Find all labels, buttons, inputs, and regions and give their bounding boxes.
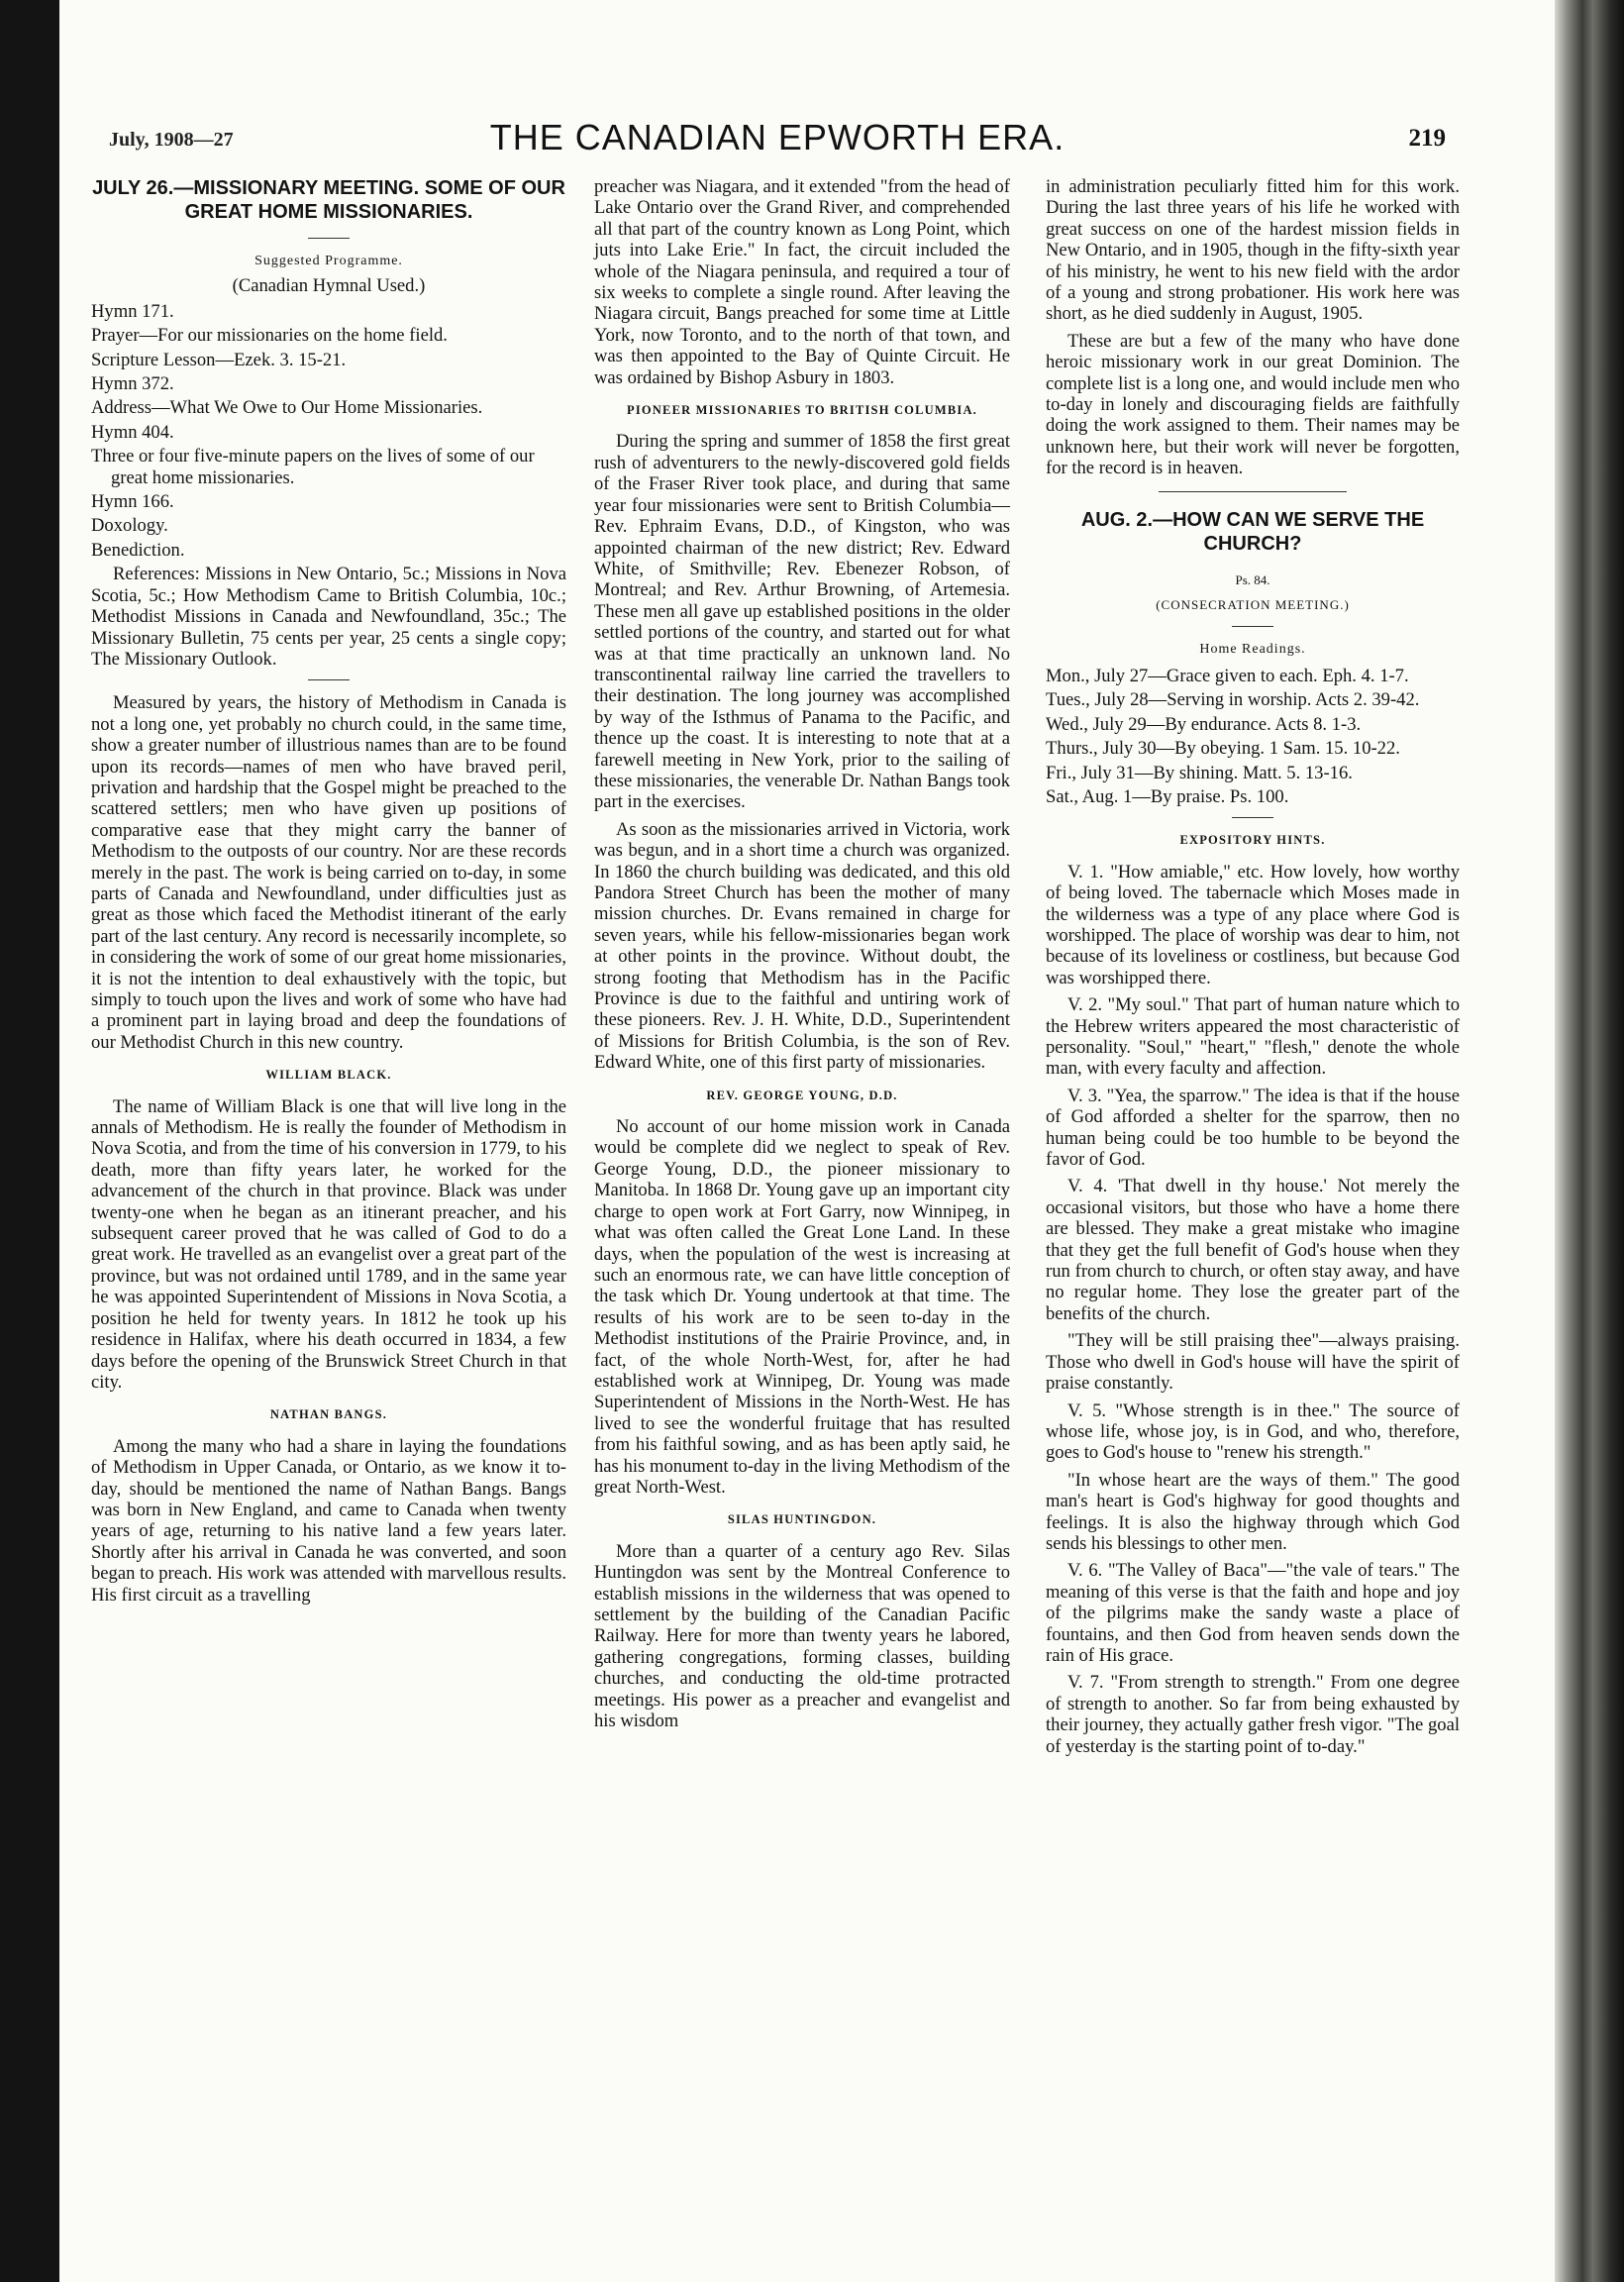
divider (1232, 817, 1273, 818)
british-columbia-paragraph-2: As soon as the missionaries arrived in Victoria, work was begun, and in a short time a church was organized. In 1860 the church building was dedicated, and this old Pandora Street Church has been the mother of many mission churches. Dr. Evans remained in charge for seven years, while his fellow-missionaries began work at other points in the province. Without doubt, the strong footing that Methodism has in the Pacific Province is due to the faithful and untiring work of these pioneers. Rev. J. H. White, D.D., Superintendent of Missions for British Columbia, is the son of Rev. Edward White, one of this first party of missionaries. (594, 818, 1010, 1074)
hint-paragraph: "They will be still praising thee"—always praising. Those who dwell in God's house will have the spirit of praise constantly. (1046, 1330, 1460, 1395)
issue-date: July, 1908—27 (109, 129, 234, 151)
william-black-paragraph: The name of William Black is one that will live long in the annals of Methodism. He is really the founder of Methodism in Nova Scotia, and from the time of his conversion in 1779, to his death, more than fifty years later, he worked for the advancement of the church in that province. Black was under twenty-one when he began as an itinerant preacher, and his subsequent career proved that he was called of God to do a great work. He travelled as an evangelist over a great part of the province, but was not ordained until 1789, and in the same year he was appointed Superintendent of Missions in Nova Scotia, a position he held for twenty years. In 1812 he took up his residence in Halifax, where his death occurred in 1834, a few days before the opening of the Brunswick Street Church in that city. (91, 1095, 566, 1393)
home-readings-label: Home Readings. (1199, 641, 1306, 657)
programme-label: Suggested Programme. (254, 254, 403, 268)
psalm-reference: Ps. 84. (1235, 571, 1270, 587)
section-heading-aug-2: AUG. 2.—HOW CAN WE SERVE THE CHURCH? (1080, 508, 1425, 555)
silas-huntingdon-paragraph: More than a quarter of a century ago Rev. Silas Huntingdon was sent by the Montreal Conference to establish missions in the wilderness that was opened to settlement by the building of the Canadian Pacific Railway. Here for more than twenty years he labored, gathering congregations, forming classes, building churches, and conducting the old-time protracted meetings. His power as a preacher and evangelist and his wisdom (594, 1540, 1010, 1732)
subheading-silas-huntingdon: SILAS HUNTINGDON. (727, 1512, 877, 1527)
programme-item: Doxology. (91, 515, 168, 537)
meeting-type: (CONSECRATION MEETING.) (1156, 597, 1350, 613)
reading-item: Tues., July 28—Serving in worship. Acts 2. 39-42. (1046, 689, 1420, 711)
british-columbia-paragraph-1: During the spring and summer of 1858 the first great rush of adventurers to the newly-discovered gold fields of the Fraser River took place, and during that same year four missionaries were sent to British Columbia—Rev. Ephraim Evans, D.D., of Kingston, who was appointed chairman of the new district; Rev. Edward White, of Smithville; Rev. Ebenezer Robson, of Montreal; and Rev. Arthur Browning, of Artemesia. These men all gave up established positions in the older settled portions of the country, and started out for what was at that time practically an unknown land. No transcontinental railway line carried the travellers to their destination. The long journey was accomplished by way of the Isthmus of Panama to the Pacific, and thence up the coast. It is interesting to note that at a farewell meeting in New York, prior to the sailing of these missionaries, the venerable Dr. Nathan Bangs took part in the exercises. (594, 431, 1010, 813)
reading-item: Sat., Aug. 1—By praise. Ps. 100. (1046, 785, 1289, 807)
programme-item: Benediction. (91, 539, 185, 561)
page-number: 219 (1408, 125, 1446, 152)
programme-item: Scripture Lesson—Ezek. 3. 15-21. (91, 349, 347, 370)
reading-item: Thurs., July 30—By obeying. 1 Sam. 15. 10-22. (1046, 738, 1400, 760)
reading-item: Wed., July 29—By endurance. Acts 8. 1-3. (1046, 713, 1362, 735)
hint-paragraph: V. 7. "From strength to strength." From one degree of strength to another. So far from being exhausted by their journey, they actually gather fresh vigor. "The goal of yesterday is the starting point of to-day." (1046, 1672, 1460, 1757)
subheading-nathan-bangs: NATHAN BANGS. (269, 1407, 388, 1422)
closing-paragraph: These are but a few of the many who have done heroic missionary work in our great Dominion. The complete list is a long one, and would include men who to-day in lonely and discouraging fields are faithfully doing the work assigned to them. Their names may be unknown here, but their work will never be forgotten, for the record is in heaven. (1046, 330, 1460, 479)
programme-list (91, 301, 566, 561)
programme-item: Address—What We Owe to Our Home Missionaries. (91, 397, 483, 419)
programme-item: Hymn 171. (91, 300, 174, 322)
reading-item: Mon., July 27—Grace given to each. Eph. 4. 1-7. (1046, 665, 1409, 686)
hint-paragraph: V. 3. "Yea, the sparrow." The idea is that if the house of God afforded a shelter for the sparrow, then no human being could be too humble to be beyond the favor of God. (1046, 1085, 1460, 1171)
subheading-british-columbia: PIONEER MISSIONARIES TO BRITISH COLUMBIA. (626, 403, 978, 418)
programme-item: Prayer—For our missionaries on the home field. (91, 325, 448, 347)
divider (308, 679, 350, 680)
page-header (109, 117, 1446, 166)
hint-paragraph: V. 6. "The Valley of Baca"—"the vale of tears." The meaning of this verse is that the faith and hope and joy of the pilgrims make the sandy waste a place of fountains, and then God from heaven sends down the rain of His grace. (1046, 1560, 1460, 1666)
expository-hints-label: EXPOSITORY HINTS. (1179, 833, 1326, 848)
column-3 (1046, 176, 1460, 1763)
column-1 (91, 176, 566, 1611)
hint-paragraph: V. 1. "How amiable," etc. How lovely, how worthy of being loved. The tabernacle which Moses made in the wilderness was a type of any place where God is worshipped. The place of worship was dear to him, not because of its loveliness or costliness, but because God was worshipped there. (1046, 861, 1460, 988)
programme-item: Three or four five-minute papers on the lives of some of our great home missionaries. (91, 446, 535, 488)
column-2 (594, 176, 1010, 1737)
publication-title: THE CANADIAN EPWORTH ERA. (489, 117, 1066, 157)
programme-item: Hymn 404. (91, 421, 174, 443)
hint-paragraph: "In whose heart are the ways of them." The good man's heart is God's highway for good thoughts and feelings. It is also the highway through which God sends his blessings to other men. (1046, 1469, 1460, 1554)
home-readings-list (1046, 666, 1460, 807)
nathan-bangs-continued: preacher was Niagara, and it extended "from the head of Lake Ontario over the Grand River, and comprehended all that part of the country known as Long Point, which juts into Lake Erie." In fact, the circuit included the whole of the Niagara peninsula, and required a tour of six weeks to complete a single round. After leaving the Niagara circuit, Bangs preached for some time at Little York, now Toronto, and to the north of that town, and was then appointed to the Bay of Quinte Circuit. He was ordained by Bishop Asbury in 1803. (594, 176, 1010, 388)
hint-paragraph: V. 5. "Whose strength is in thee." The source of whose life, whose joy, is in God, and who, therefore, goes to God's house to "renew his strength." (1046, 1400, 1460, 1464)
intro-paragraph: Measured by years, the history of Methodism in Canada is not a long one, yet probably no church could, in the same time, show a greater number of illustrious names than are to be found upon its records—names of men who have braved peril, privation and hardship that the Gospel might be preached to the scattered settlers; men who have given up positions of comparative ease that they might carry the banner of Methodism to the outposts of our country. Nor are these records merely in the past. The work is being carried on to-day, in some parts of Canada and Newfoundland, under difficulties just as great as those which faced the Methodist itinerant of the early part of the last century. Any record is necessarily incomplete, so in considering the work of some of our great home missionaries, it is not the intention to deal exhaustively with the topic, but simply to touch upon the lives and work of some who have had a prominent part in laying broad and deep the foundations of our Methodist Church in this new country. (91, 692, 566, 1053)
references-paragraph: References: Missions in New Ontario, 5c.; Missions in Nova Scotia, 5c.; How Methodism Came to British Columbia, 10c.; Methodist Missions in Canada and Newfoundland, 35c.; The Missionary Bulletin, 75 cents per year, 25 cents a single copy; The Missionary Outlook. (91, 564, 566, 670)
divider (1159, 491, 1347, 492)
reading-item: Fri., July 31—By shining. Matt. 5. 13-16. (1046, 762, 1353, 783)
section-heading-july-26: JULY 26.—MISSIONARY MEETING. SOME OF OUR GREAT HOME MISSIONARIES. (92, 177, 565, 223)
book-binding (1555, 0, 1624, 2282)
george-young-paragraph: No account of our home mission work in Canada would be complete did we neglect to speak of Rev. George Young, D.D., the pioneer missionary to Manitoba. In 1868 Dr. Young gave up an important city charge to open work at Fort Garry, now Winnipeg, in what was often called the Great Lone Land. In these days, when the population of the west is increasing at such an enormous rate, we can have little conception of the task which Dr. Young undertook at that time. The results of his work are to be seen to-day in the Methodist institutions of the Prairie Province, and, in fact, of the whole North-West, for, after he had established work at Winnipeg, Dr. Young was made Superintendent of Missions in the North-West. He has lived to see the wonderful fruitage that has resulted from his faithful sowing, and as has been aptly said, he has his monument to-day in the living Methodism of the great North-West. (594, 1116, 1010, 1498)
subheading-william-black: WILLIAM BLACK. (265, 1068, 392, 1083)
hint-paragraph: V. 4. 'That dwell in thy house.' Not merely the occasional visitors, but those who have a home there are blessed. They make a great mistake who imagine that they get the full benefit of God's house when they run from church to church, or often stay away, and have no regular home. They lose the greater part of the benefits of the church. (1046, 1176, 1460, 1324)
divider (1232, 626, 1273, 627)
silas-huntingdon-continued: in administration peculiarly fitted him for this work. During the last three years of his life he worked with great success on one of the hardest mission fields in New Ontario, and in 1905, though in the fifty-sixth year of his ministry, he went to his new field with the ardor of a young and strong probationer. His work here was short, as he died suddenly in August, 1905. (1046, 176, 1460, 325)
hint-paragraph: V. 2. "My soul." That part of human nature which to the Hebrew writers appeared the most characteristic of personality. "Soul," "heart," "flesh," denote the whole man, with every faculty and affection. (1046, 994, 1460, 1080)
hymnal-note: (Canadian Hymnal Used.) (232, 275, 426, 297)
subheading-george-young: REV. GEORGE YOUNG, D.D. (706, 1088, 898, 1102)
programme-item: Hymn 372. (91, 373, 174, 395)
divider (308, 238, 350, 239)
programme-item: Hymn 166. (91, 491, 174, 513)
nathan-bangs-paragraph: Among the many who had a share in laying the foundations of Methodism in Upper Canada, or Ontario, as we know it to-day, should be mentioned the name of Nathan Bangs. Bangs was born in New England, and came to Canada when twenty years of age, returning to his native land a few years later. Shortly after his arrival in Canada he was converted, and soon began to preach. His work was attended with marvellous results. His first circuit as a travelling (91, 1435, 566, 1606)
scan-left-edge (0, 0, 59, 2282)
